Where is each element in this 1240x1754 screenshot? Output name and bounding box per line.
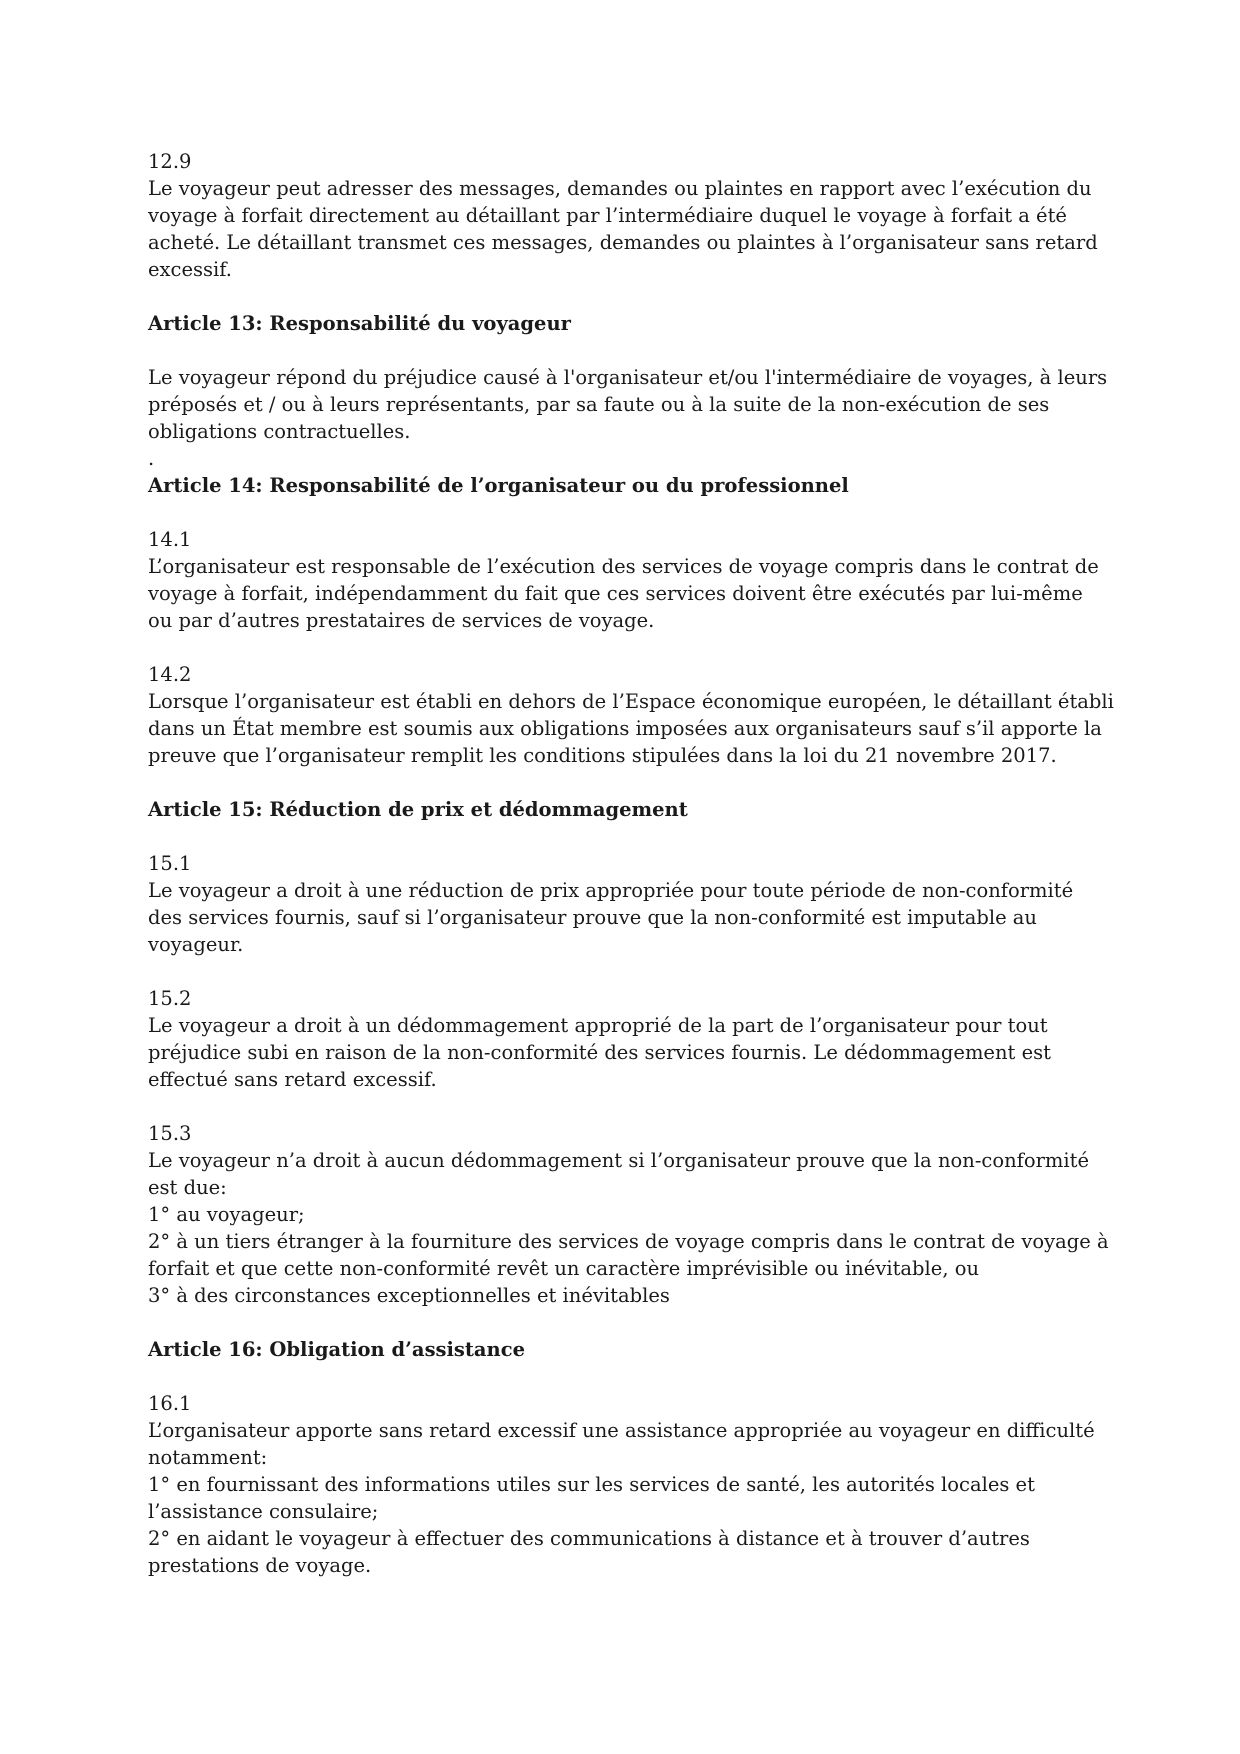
paragraph-number: 12.9 bbox=[148, 150, 192, 173]
paragraph-15-3 bbox=[148, 1120, 1108, 1309]
paragraph-line: obligations contractuelles. bbox=[148, 420, 411, 443]
list-item: 1° au voyageur; bbox=[148, 1203, 305, 1226]
paragraph-line: Le voyageur peut adresser des messages, demandes ou plaintes en rapport avec l’exécution du bbox=[148, 177, 1092, 200]
paragraph-14-1 bbox=[148, 526, 1108, 634]
paragraph-14-2 bbox=[148, 661, 1114, 769]
paragraph-line: effectué sans retard excessif. bbox=[148, 1068, 437, 1091]
paragraph-number: 15.2 bbox=[148, 987, 192, 1010]
paragraph-number: 15.3 bbox=[148, 1122, 192, 1145]
paragraph-line: voyage à forfait directement au détaillant par l’intermédiaire duquel le voyage à forfait a été bbox=[148, 204, 1067, 227]
article-15-heading: Article 15: Réduction de prix et dédommagement bbox=[148, 798, 688, 821]
paragraph-number: 14.2 bbox=[148, 663, 192, 686]
paragraph-line: voyageur. bbox=[148, 933, 244, 956]
paragraph-line: L’organisateur est responsable de l’exécution des services de voyage compris dans le contrat de bbox=[148, 555, 1099, 578]
stray-dot: . bbox=[148, 447, 155, 470]
paragraph-line: des services fournis, sauf si l’organisateur prouve que la non-conformité est imputable au bbox=[148, 906, 1037, 929]
paragraph-line: préposés et / ou à leurs représentants, par sa faute ou à la suite de la non-exécution de ses bbox=[148, 393, 1050, 416]
paragraph-line: l’assistance consulaire; bbox=[148, 1500, 379, 1523]
paragraph-line: prestations de voyage. bbox=[148, 1554, 372, 1577]
paragraph-line: préjudice subi en raison de la non-conformité des services fournis. Le dédommagement est bbox=[148, 1041, 1051, 1064]
paragraph-line: notamment: bbox=[148, 1446, 268, 1469]
paragraph-number: 14.1 bbox=[148, 528, 192, 551]
paragraph-12-9 bbox=[148, 148, 1108, 283]
paragraph-number: 16.1 bbox=[148, 1392, 192, 1415]
paragraph-line: Le voyageur a droit à un dédommagement approprié de la part de l’organisateur pour tout bbox=[148, 1014, 1048, 1037]
paragraph-line: ou par d’autres prestataires de services de voyage. bbox=[148, 609, 655, 632]
article-13-body bbox=[148, 364, 1108, 472]
paragraph-line: L’organisateur apporte sans retard excessif une assistance appropriée au voyageur en difficulté bbox=[148, 1419, 1095, 1442]
article-14-heading-block bbox=[148, 472, 1108, 499]
paragraph-number: 15.1 bbox=[148, 852, 192, 875]
paragraph-15-2 bbox=[148, 985, 1108, 1093]
paragraph-16-1 bbox=[148, 1390, 1108, 1579]
list-item: 2° à un tiers étranger à la fourniture des services de voyage compris dans le contrat de voyage à bbox=[148, 1230, 1109, 1253]
paragraph-line: Le voyageur répond du préjudice causé à l'organisateur et/ou l'intermédiaire de voyages, à leurs bbox=[148, 366, 1108, 389]
list-item: 3° à des circonstances exceptionnelles et inévitables bbox=[148, 1284, 670, 1307]
article-13-heading: Article 13: Responsabilité du voyageur bbox=[148, 312, 571, 335]
list-item: 2° en aidant le voyageur à effectuer des communications à distance et à trouver d’autres bbox=[148, 1527, 1030, 1550]
paragraph-line: Le voyageur a droit à une réduction de prix appropriée pour toute période de non-conformité bbox=[148, 879, 1074, 902]
document-body bbox=[148, 148, 1114, 1606]
paragraph-line: forfait et que cette non-conformité revêt un caractère imprévisible ou inévitable, ou bbox=[148, 1257, 980, 1280]
paragraph-line: preuve que l’organisateur remplit les conditions stipulées dans la loi du 21 novembre 2017. bbox=[148, 744, 1057, 767]
paragraph-line: excessif. bbox=[148, 258, 232, 281]
article-13-heading-block bbox=[148, 310, 1108, 337]
article-14-heading: Article 14: Responsabilité de l’organisateur ou du professionnel bbox=[148, 474, 849, 497]
paragraph-line: Lorsque l’organisateur est établi en dehors de l’Espace économique européen, le détaillant établi bbox=[148, 690, 1114, 713]
paragraph-line: est due: bbox=[148, 1176, 227, 1199]
paragraph-line: dans un État membre est soumis aux obligations imposées aux organisateurs sauf s’il apporte la bbox=[148, 717, 1102, 740]
list-item: 1° en fournissant des informations utiles sur les services de santé, les autorités locales et bbox=[148, 1473, 1035, 1496]
article-15-heading-block bbox=[148, 796, 1108, 823]
paragraph-line: acheté. Le détaillant transmet ces messages, demandes ou plaintes à l’organisateur sans retard bbox=[148, 231, 1098, 254]
paragraph-line: voyage à forfait, indépendamment du fait que ces services doivent être exécutés par lui-même bbox=[148, 582, 1083, 605]
article-16-heading-block bbox=[148, 1336, 1108, 1363]
paragraph-15-1 bbox=[148, 850, 1108, 958]
article-16-heading: Article 16: Obligation d’assistance bbox=[148, 1338, 526, 1361]
paragraph-line: Le voyageur n’a droit à aucun dédommagement si l’organisateur prouve que la non-conformité bbox=[148, 1149, 1090, 1172]
